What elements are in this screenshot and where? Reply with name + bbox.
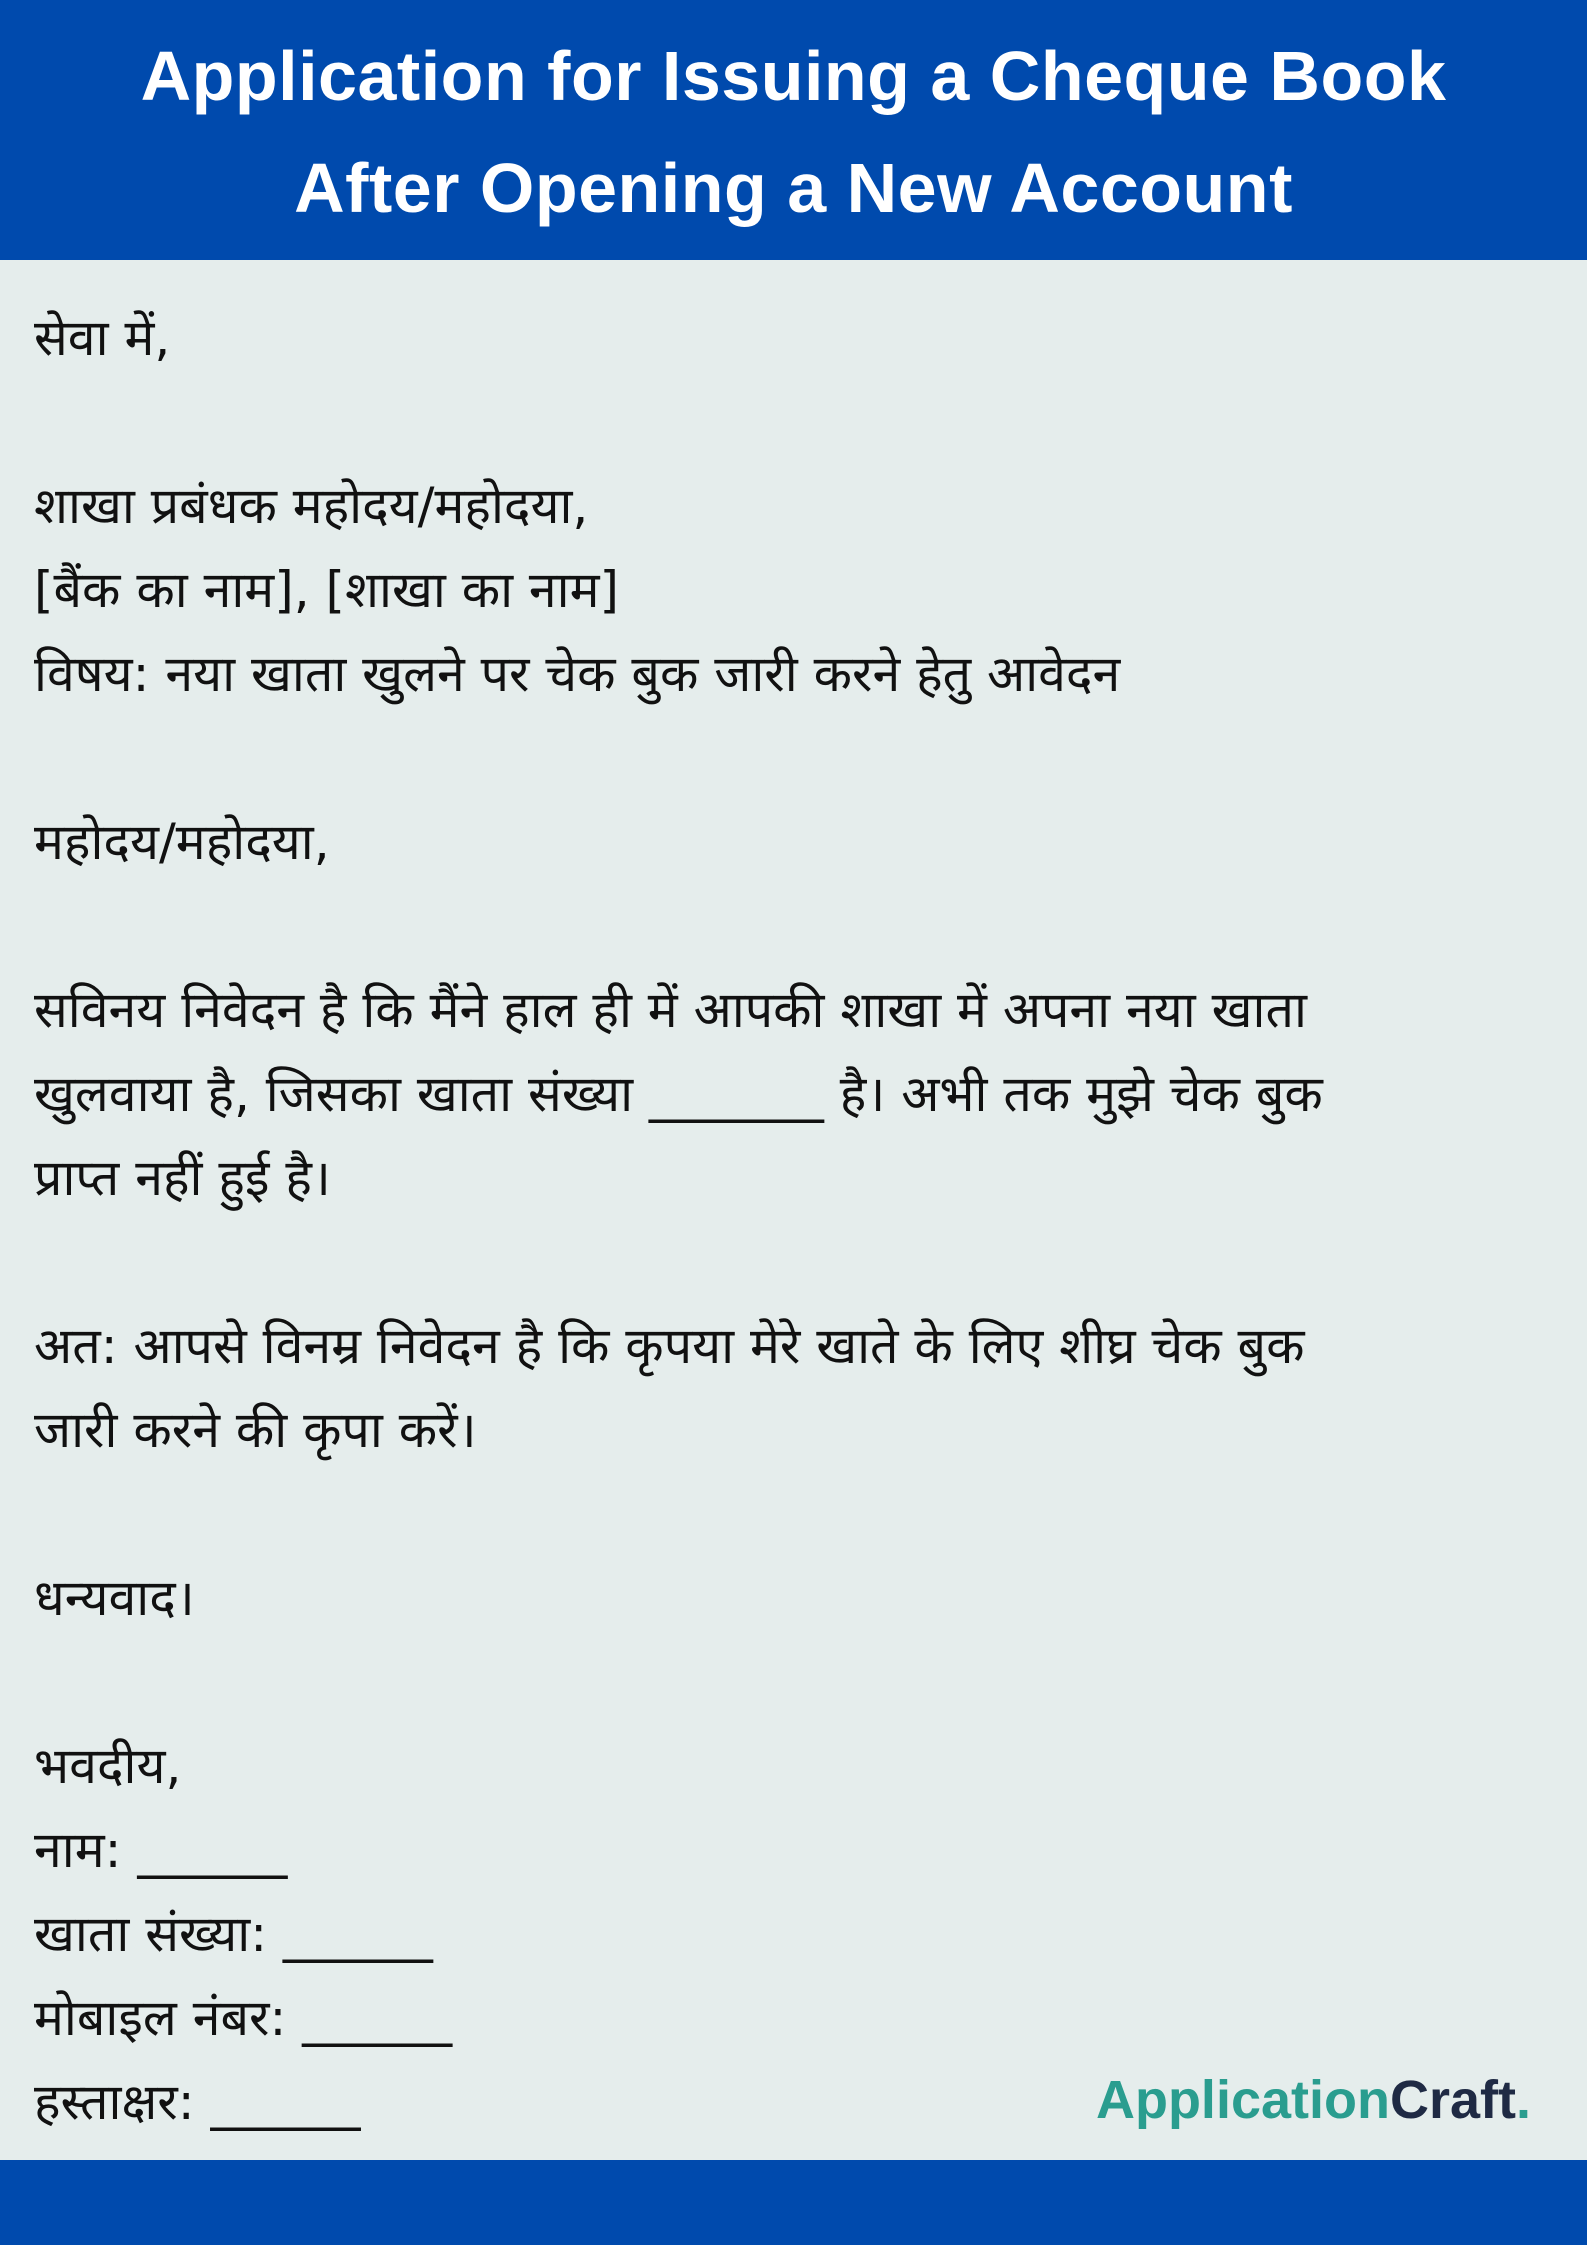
paragraph-2-line-2: जारी करने की कृपा करें।	[34, 1401, 477, 1459]
paragraph-2-line-1: अत: आपसे विनम्र निवेदन है कि कृपया मेरे खाते के लिए शीघ्र चेक बुक	[34, 1317, 1305, 1375]
greeting: महोदय/महोदया,	[34, 813, 330, 871]
paragraph-1-line-1: सविनय निवेदन है कि मैंने हाल ही में आपकी शाखा में अपना नया खाता	[34, 981, 1307, 1039]
brand-logo-part-1: Application	[1095, 2070, 1390, 2130]
salutation-to: सेवा में,	[34, 309, 171, 367]
blank-line	[34, 1472, 1554, 1556]
blank-line	[34, 716, 1554, 800]
letter-body	[34, 296, 1554, 2144]
title-banner	[0, 0, 1587, 260]
title-line-1: Application for Issuing a Cheque Book	[140, 37, 1447, 115]
brand-logo-part-2: Craft	[1389, 2070, 1516, 2130]
footer-bar	[0, 2160, 1587, 2245]
signature-field: हस्ताक्षर: ______	[34, 2073, 361, 2131]
paragraph-1-line-2: खुलवाया है, जिसका खाता संख्या _______ है। अभी तक मुझे चेक बुक	[34, 1065, 1323, 1123]
subject-line: विषय: नया खाता खुलने पर चेक बुक जारी करने हेतु आवेदन	[34, 645, 1121, 703]
closing-line: भवदीय,	[34, 1737, 182, 1795]
brand-logo-dot: .	[1515, 2070, 1531, 2130]
name-field: नाम: ______	[34, 1821, 288, 1879]
paragraph-1-line-3: प्राप्त नहीं हुई है।	[34, 1149, 331, 1207]
blank-line	[34, 380, 1554, 464]
recipient-title: शाखा प्रबंधक महोदय/महोदया,	[34, 477, 589, 535]
title-line-2: After Opening a New Account	[294, 149, 1293, 227]
recipient-bank: [बैंक का नाम], [शाखा का नाम]	[34, 561, 620, 619]
blank-line	[34, 1220, 1554, 1304]
thanks-line: धन्यवाद।	[34, 1569, 195, 1627]
brand-logo	[1096, 2068, 1531, 2132]
mobile-number-field: मोबाइल नंबर: ______	[34, 1989, 453, 2047]
blank-line	[34, 1640, 1554, 1724]
account-number-field: खाता संख्या: ______	[34, 1905, 433, 1963]
blank-line	[34, 884, 1554, 968]
